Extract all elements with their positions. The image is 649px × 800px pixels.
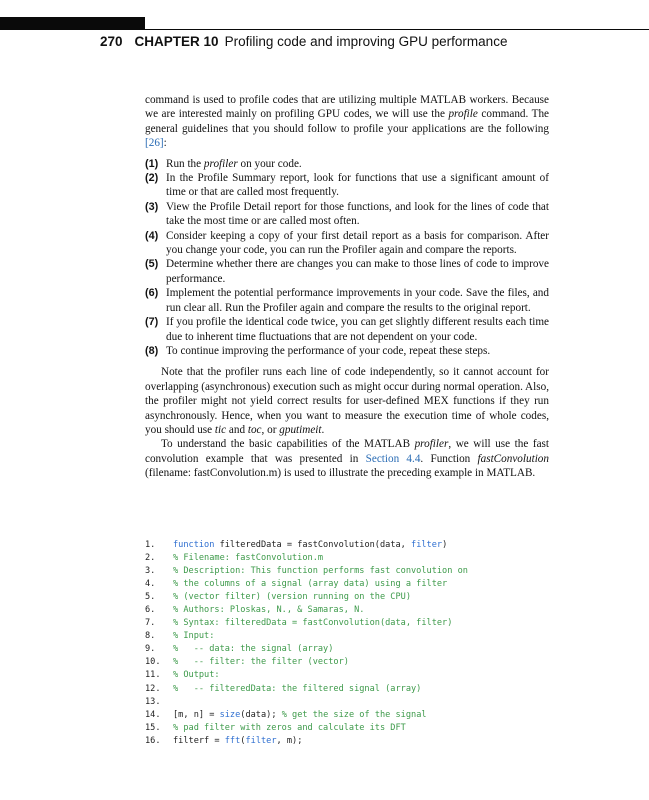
code-comment: % Output: xyxy=(173,670,220,681)
guideline-number: (2) xyxy=(145,172,159,185)
guideline-text: Run the xyxy=(166,157,204,170)
code-line xyxy=(145,565,468,578)
guideline-text: Determine whether there are changes you can make to those lines of code to improve performance. xyxy=(166,258,549,285)
line-number: 7. xyxy=(145,618,156,629)
code-comment: % -- data: the signal (array) xyxy=(173,644,334,655)
code-listing xyxy=(145,539,468,748)
note-text-1: Note that the profiler runs each line of code independently, so it cannot account for overlapping (asynchronous) execution such as might occur during normal operation. Also, the profiler might not yield correct results for user-defined MEX functions if they run asynchronously. Hence, when you want to measure the execution time of whole codes, you should use xyxy=(145,366,549,436)
guideline-text: To continue improving the performance of your code, repeat these steps. xyxy=(166,344,491,357)
code-line xyxy=(145,683,468,696)
line-number: 12. xyxy=(145,683,161,694)
note-text-4: . xyxy=(321,423,325,436)
code-line xyxy=(145,656,468,669)
code-line xyxy=(145,643,468,656)
code-keyword: filter xyxy=(245,735,277,746)
intro-profile-em: profile xyxy=(448,108,478,121)
code-line xyxy=(145,630,468,643)
section-link[interactable]: Section 4.4 xyxy=(365,452,421,465)
code-comment: % Filename: fastConvolution.m xyxy=(173,553,324,564)
understand-paragraph xyxy=(145,437,549,480)
code-comment: % -- filter: the filter (vector) xyxy=(173,657,349,668)
code-comment: % Syntax: filteredData = fastConvolution(data, filter) xyxy=(173,618,453,629)
code-keyword: filter xyxy=(411,540,443,550)
code-line xyxy=(145,617,468,630)
code-line xyxy=(145,669,468,682)
code-comment: % pad filter with zeros and calculate its DFT xyxy=(173,722,406,733)
line-number: 5. xyxy=(145,592,156,603)
guideline-number: (1) xyxy=(145,157,159,170)
code-text: filterf = xyxy=(173,735,225,746)
understand-text-1: To understand the basic capabilities of the MATLAB xyxy=(161,438,415,451)
header-rule-block xyxy=(0,17,145,30)
code-line xyxy=(145,709,468,722)
guideline-number: (7) xyxy=(145,316,159,329)
guideline-text-end: on your code. xyxy=(237,157,302,170)
guideline-number: (8) xyxy=(145,344,159,357)
code-comment: % Input: xyxy=(173,631,215,642)
code-text: ) xyxy=(442,540,448,550)
guideline-item xyxy=(145,257,549,286)
guideline-item xyxy=(145,200,549,229)
code-line xyxy=(145,552,468,565)
code-text: ( xyxy=(240,735,246,746)
code-line xyxy=(145,722,468,735)
code-comment: % the columns of a signal (array data) using a filter xyxy=(173,579,448,590)
code-line xyxy=(145,604,468,617)
guideline-item xyxy=(145,286,549,315)
chapter-label: CHAPTER 10 xyxy=(134,34,219,49)
code-text: , m); xyxy=(276,735,303,746)
intro-text-b: command. The general guidelines that you should follow to profile your applications are the following xyxy=(145,108,550,135)
note-gputimeit: gputimeit xyxy=(279,423,322,436)
understand-text-3: . Function xyxy=(420,452,478,465)
understand-profiler: profiler xyxy=(414,438,449,451)
line-number: 6. xyxy=(145,605,156,616)
intro-text-c: : xyxy=(163,137,167,150)
guidelines-list xyxy=(145,157,549,359)
code-text: filteredData = fastConvolution(data, xyxy=(214,540,412,550)
note-paragraph xyxy=(145,365,549,437)
code-line xyxy=(145,735,468,748)
guideline-text: Implement the potential performance improvements in your code. Save the files, and run clear all. Run the Profiler again and compare the results to the original report. xyxy=(166,287,549,314)
guideline-number: (6) xyxy=(145,287,159,300)
code-keyword: size xyxy=(219,709,241,720)
understand-text-2: , we will use the fast convolution example that was presented in xyxy=(145,438,549,465)
guideline-item xyxy=(145,229,549,258)
guideline-item xyxy=(145,344,549,358)
line-number: 4. xyxy=(145,579,156,590)
code-line xyxy=(145,696,468,709)
line-number: 1. xyxy=(145,540,156,550)
code-text: (data); xyxy=(240,709,282,720)
intro-paragraph xyxy=(145,93,549,151)
understand-fastconvolution: fastConvolution xyxy=(477,452,549,465)
guideline-item xyxy=(145,157,549,171)
line-number: 2. xyxy=(145,553,156,564)
code-comment: % Description: This function performs fast convolution on xyxy=(173,566,468,577)
page-number: 270 xyxy=(100,34,123,49)
line-number: 8. xyxy=(145,631,156,642)
note-tic: tic xyxy=(214,423,227,436)
note-toc: toc xyxy=(247,423,262,436)
citation-link[interactable]: [26] xyxy=(145,137,164,150)
intro-text-a: command is used to profile codes that are utilizing multiple MATLAB workers. Because we are interested mainly on profiling GPU codes, we will use the xyxy=(145,94,549,121)
guideline-item xyxy=(145,315,549,344)
code-keyword: function xyxy=(173,540,215,550)
line-number: 9. xyxy=(145,644,156,655)
code-comment: % -- filteredData: the filtered signal (array) xyxy=(173,683,422,694)
guideline-number: (4) xyxy=(145,229,159,242)
line-number: 16. xyxy=(145,735,161,746)
note-text-2: and xyxy=(226,423,248,436)
guideline-number: (5) xyxy=(145,258,159,271)
guideline-em: profiler xyxy=(203,157,238,170)
code-line xyxy=(145,539,468,552)
guideline-text: If you profile the identical code twice, you can get slightly different results each time due to inherent time fluctuations that are not dependent on your code. xyxy=(166,316,549,343)
line-number: 3. xyxy=(145,566,156,577)
chapter-title: Profiling code and improving GPU performance xyxy=(224,34,508,49)
guideline-item xyxy=(145,171,549,200)
guideline-text: In the Profile Summary report, look for functions that use a significant amount of time or that are called most frequently. xyxy=(166,172,549,199)
code-comment: % (vector filter) (version running on the CPU) xyxy=(173,592,411,603)
line-number: 15. xyxy=(145,722,161,733)
code-comment: % Authors: Ploskas, N., & Samaras, N. xyxy=(173,605,365,616)
line-number: 14. xyxy=(145,709,161,720)
running-header xyxy=(100,34,507,49)
code-text: [m, n] = xyxy=(173,709,220,720)
understand-text-4: (filename: fastConvolution.m) is used to illustrate the preceding example in MATLAB. xyxy=(145,467,536,480)
line-number: 10. xyxy=(145,657,161,668)
line-number: 13. xyxy=(145,696,161,707)
note-text-3: , or xyxy=(261,423,280,436)
code-line xyxy=(145,591,468,604)
guideline-number: (3) xyxy=(145,200,159,213)
guideline-text: Consider keeping a copy of your first detail report as a basis for comparison. After you change your code, you can run the Profiler again and compare the reports. xyxy=(166,229,549,257)
code-line xyxy=(145,578,468,591)
code-keyword: fft xyxy=(224,735,241,746)
line-number: 11. xyxy=(145,670,161,681)
guideline-text: View the Profile Detail report for those functions, and look for the lines of code that take the most time or are called most often. xyxy=(166,200,549,228)
code-comment: % get the size of the signal xyxy=(281,709,427,720)
body-text xyxy=(145,93,549,481)
header-rule-line xyxy=(145,29,649,30)
